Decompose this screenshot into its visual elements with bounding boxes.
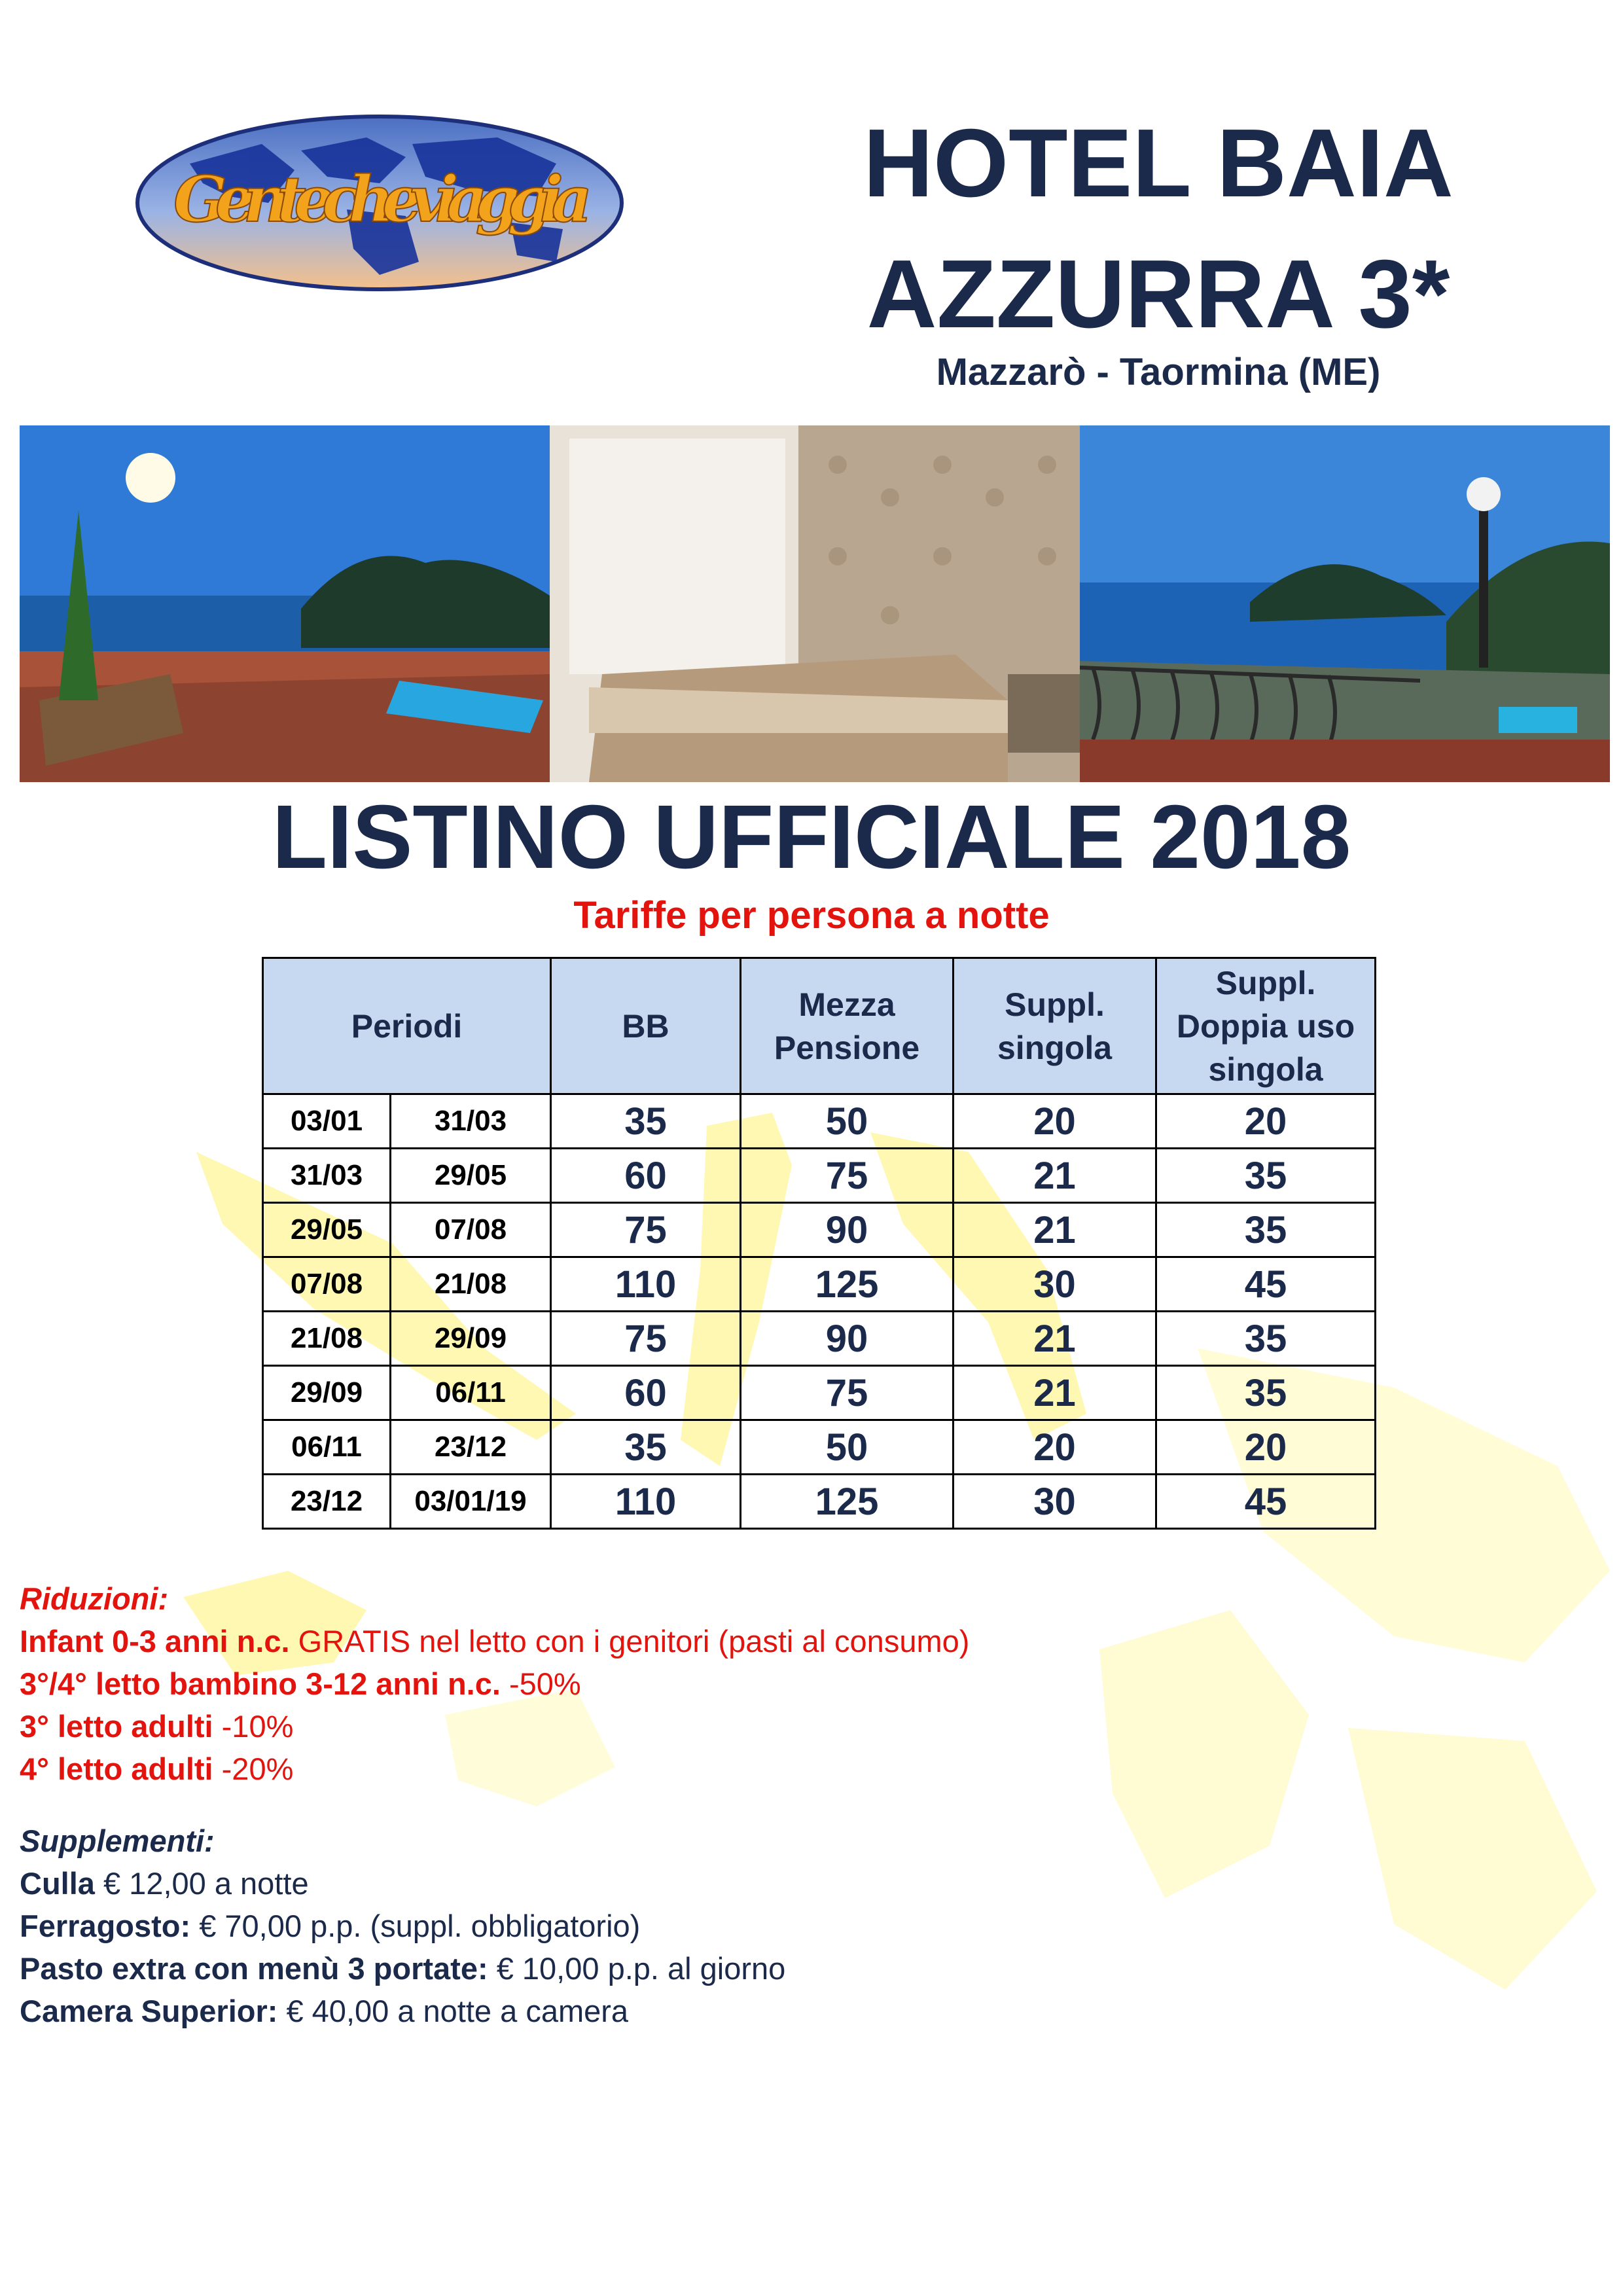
period-to: 06/11	[391, 1366, 551, 1420]
price-mezza-pensione: 90	[741, 1312, 954, 1366]
period-to: 23/12	[391, 1420, 551, 1475]
supplementi-item: Camera Superior: € 40,00 a notte a camera	[20, 1994, 629, 2028]
price-suppl-dus: 35	[1156, 1366, 1376, 1420]
table-row	[263, 1366, 1376, 1420]
supplementi-section	[20, 1820, 785, 2032]
price-suppl-dus: 45	[1156, 1257, 1376, 1312]
price-mezza-pensione: 125	[741, 1475, 954, 1529]
header-periodi: Periodi	[263, 958, 551, 1094]
hotel-title	[798, 98, 1518, 360]
riduzioni-section	[20, 1577, 969, 1790]
period-from: 23/12	[263, 1475, 391, 1529]
price-mezza-pensione: 75	[741, 1149, 954, 1203]
price-suppl-dus: 20	[1156, 1420, 1376, 1475]
price-bb: 60	[551, 1366, 741, 1420]
period-to: 29/05	[391, 1149, 551, 1203]
hotel-location: Mazzarò - Taormina (ME)	[936, 351, 1381, 393]
riduzioni-item: 3° letto adulti -10%	[20, 1709, 294, 1744]
table-row	[263, 1203, 1376, 1257]
table-row	[263, 1257, 1376, 1312]
price-suppl-singola: 21	[954, 1149, 1156, 1203]
price-suppl-dus: 35	[1156, 1312, 1376, 1366]
header-bb: BB	[551, 958, 741, 1094]
price-mezza-pensione: 75	[741, 1366, 954, 1420]
riduzioni-heading: Riduzioni:	[20, 1581, 169, 1616]
price-suppl-singola: 20	[954, 1094, 1156, 1149]
price-bb: 110	[551, 1257, 741, 1312]
price-suppl-dus: 35	[1156, 1149, 1376, 1203]
balcony-bay-view-photo	[1080, 425, 1610, 782]
price-bb: 35	[551, 1094, 741, 1149]
price-suppl-dus: 45	[1156, 1475, 1376, 1529]
riduzioni-item: Infant 0-3 anni n.c. GRATIS nel letto con i genitori (pasti al consumo)	[20, 1624, 970, 1659]
table-row	[263, 1312, 1376, 1366]
riduzioni-item: 4° letto adulti -20%	[20, 1751, 294, 1786]
price-suppl-dus: 20	[1156, 1094, 1376, 1149]
company-logo	[131, 111, 628, 295]
price-suppl-singola: 21	[954, 1203, 1156, 1257]
price-bb: 75	[551, 1203, 741, 1257]
period-from: 29/05	[263, 1203, 391, 1257]
price-bb: 110	[551, 1475, 741, 1529]
hotel-room-photo	[550, 425, 1080, 782]
header-mezza-pensione: Mezza Pensione	[741, 958, 954, 1094]
table-row	[263, 1475, 1376, 1529]
price-bb: 35	[551, 1420, 741, 1475]
supplementi-item: Pasto extra con menù 3 portate: € 10,00 p.p. al giorno	[20, 1951, 786, 1986]
table-header-row	[263, 958, 1376, 1094]
price-suppl-singola: 21	[954, 1366, 1156, 1420]
period-from: 29/09	[263, 1366, 391, 1420]
price-suppl-dus: 35	[1156, 1203, 1376, 1257]
price-table	[262, 957, 1376, 1530]
period-from: 06/11	[263, 1420, 391, 1475]
period-to: 07/08	[391, 1203, 551, 1257]
period-from: 03/01	[263, 1094, 391, 1149]
price-mezza-pensione: 50	[741, 1094, 954, 1149]
header-suppl-doppia-uso-singola: Suppl. Doppia uso singola	[1156, 958, 1376, 1094]
price-bb: 75	[551, 1312, 741, 1366]
photo-strip	[20, 425, 1610, 782]
supplementi-heading: Supplementi:	[20, 1823, 215, 1858]
riduzioni-item: 3°/4° letto bambino 3-12 anni n.c. -50%	[20, 1666, 581, 1701]
price-suppl-singola: 30	[954, 1475, 1156, 1529]
hotel-title-line1: HOTEL BAIA	[863, 109, 1454, 217]
header-suppl-singola: Suppl. singola	[954, 958, 1156, 1094]
supplementi-item: Culla € 12,00 a notte	[20, 1866, 309, 1901]
price-bb: 60	[551, 1149, 741, 1203]
table-row	[263, 1149, 1376, 1203]
terrace-sea-view-photo	[20, 425, 550, 782]
period-from: 21/08	[263, 1312, 391, 1366]
period-to: 31/03	[391, 1094, 551, 1149]
supplementi-item: Ferragosto: € 70,00 p.p. (suppl. obbligatorio)	[20, 1909, 641, 1943]
hotel-title-line2: AZZURRA 3*	[866, 240, 1450, 348]
price-suppl-singola: 21	[954, 1312, 1156, 1366]
price-mezza-pensione: 50	[741, 1420, 954, 1475]
price-mezza-pensione: 125	[741, 1257, 954, 1312]
price-suppl-singola: 20	[954, 1420, 1156, 1475]
price-list-title: LISTINO UFFICIALE 2018	[272, 787, 1351, 888]
svg-text:Gentecheviaggia: Gentecheviaggia	[173, 162, 593, 236]
period-from: 31/03	[263, 1149, 391, 1203]
price-list-subtitle: Tariffe per persona a notte	[573, 894, 1050, 937]
period-to: 03/01/19	[391, 1475, 551, 1529]
period-to: 21/08	[391, 1257, 551, 1312]
period-to: 29/09	[391, 1312, 551, 1366]
table-row	[263, 1420, 1376, 1475]
price-suppl-singola: 30	[954, 1257, 1156, 1312]
table-row	[263, 1094, 1376, 1149]
period-from: 07/08	[263, 1257, 391, 1312]
price-mezza-pensione: 90	[741, 1203, 954, 1257]
